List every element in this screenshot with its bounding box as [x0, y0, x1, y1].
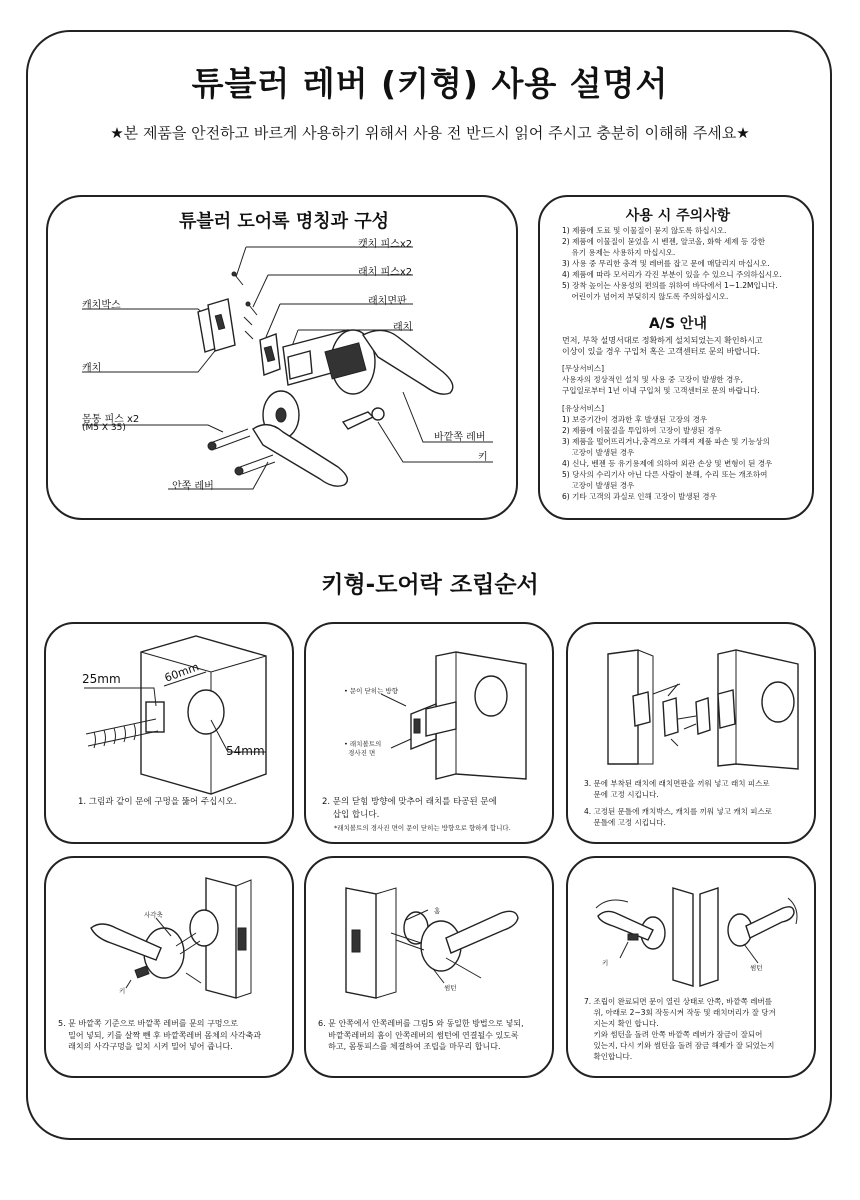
caution-title: 사용 시 주의사항 — [625, 208, 731, 224]
step1-drill-diagram — [46, 624, 296, 846]
step3-panel — [566, 622, 816, 844]
caution-panel — [538, 195, 814, 520]
caution-item: 5) 장착 높이는 사용성의 편의를 위하여 바닥에서 1~1.2M입니다. — [562, 281, 778, 290]
caution-item: 1) 제품에 도료 및 이물질이 묻지 않도록 하십시오. — [562, 226, 727, 235]
step1-dim-25: 25mm — [82, 672, 121, 686]
step7-text: 7. 조립이 완료되면 문이 열린 상태로 안쪽, 바깥쪽 레버를 위, 아래로 2~3회 작동시켜 작동 및 래치머리가 잘 당겨 지는지 확인 합니다. 키와 썸턴을 돌려 안쪽 바깥쪽 레버가 잠금이 잘되어 있는지, 다시 키와 썸턴을 돌려 잠금 해제가 잘 되었는지 확인합니다. — [584, 997, 776, 1061]
step2-text: 2. 문의 닫힘 방향에 맞추어 래치를 타공된 문에 삽입 합니다. — [322, 797, 497, 820]
step5-text: 5. 문 바깥쪽 기준으로 바깥쪽 레버를 문의 구멍으로 밀어 넣되, 키를 살짝 뺀 후 바깥쪽레버 몸체의 사각축과 래치의 사각구멍을 일치 시켜 밀어 넣어 줍니다. — [58, 1019, 262, 1051]
label-latch: 래치 — [393, 322, 413, 333]
step6-label-hole: 홈 — [434, 907, 441, 915]
step6-text: 6. 문 안쪽에서 안쪽레버를 그림5 와 동일한 방법으로 넣되, 바깥쪽레버의 홈이 안쪽레버의 썸턴에 연결될수 있도록 하고, 몸통피스를 체결하여 조립을 마무리 합니다. — [318, 1019, 524, 1051]
step2-note: *래치볼트의 경사진 면이 문이 닫히는 방향으로 향하게 합니다. — [334, 824, 511, 832]
caution-item: 어린이가 넘어져 부딪히지 않도록 주의하십시오. — [562, 292, 729, 301]
step1-panel — [44, 622, 294, 844]
as-title: A/S 안내 — [649, 316, 707, 332]
parts-panel — [46, 195, 518, 520]
caution-item: 2) 제품에 이물질이 묻었을 시 벤젠, 알코올, 화학 세제 등 강한 — [562, 237, 765, 246]
label-inner-lever: 안쪽 레버 — [172, 481, 214, 492]
step7-panel — [566, 856, 816, 1078]
page-subtitle: ★본 제품을 안전하고 바르게 사용하기 위해서 사용 전 반드시 읽어 주시고 충분히 이해해 주세요★ — [110, 124, 750, 142]
as-free: [무상서비스] 사용자의 정상적인 설치 및 사용 중 고장이 발생한 경우, 구입일로부터 1년 이내 구입처 및 고객센터로 문의 바랍니다. — [562, 363, 812, 396]
step1-dim-60: 60mm — [162, 660, 201, 685]
label-catch-box: 캐치박스 — [82, 300, 121, 311]
label-key: 키 — [478, 452, 488, 463]
as-intro: 먼저, 부착 설명서대로 정확하게 설치되었는지 확인하시고 이상이 있을 경우 구입처 혹은 고객센터로 문의 바랍니다. — [562, 336, 763, 356]
label-body-screw-size: (M5 X 35) — [82, 423, 126, 433]
parts-exploded-diagram — [48, 197, 520, 522]
page-title: 튜블러 레버 (키형) 사용 설명서 — [191, 64, 669, 103]
parts-title: 튜블러 도어록 명칭과 구성 — [178, 211, 390, 232]
step1-text: 1. 그림과 같이 문에 구멍을 뚫어 주십시오. — [78, 797, 237, 807]
label-latch-screw: 래치 피스x2 — [358, 267, 413, 278]
step6-label-thumb: 썸턴 — [444, 984, 457, 992]
step2-panel — [304, 622, 554, 844]
step2-label-slant: • 래치볼트의 경사진 면 — [344, 740, 382, 757]
caution-item: 4) 제품에 따라 모서리가 각진 부분이 있을 수 있으니 주의하십시오. — [562, 270, 782, 279]
step5-label-key: 키 — [119, 987, 126, 995]
caution-item: 3) 사용 중 무리한 충격 및 레버를 잡고 문에 매달리지 마십시오. — [562, 259, 770, 268]
caution-item: 유기 용제는 사용하지 마십시오. — [562, 248, 676, 257]
caution-list — [562, 225, 812, 302]
label-catch: 캐치 — [82, 363, 102, 374]
step3-text: 3. 문에 부착된 래치에 래치면판을 끼워 넣고 래치 피스로 문에 고정 시킵니다. 4. 고정된 문틀에 캐치박스, 캐치를 끼워 넣고 캐치 피스로 문틀에 고정 시킵니다. — [584, 779, 773, 827]
step7-label-key: 키 — [602, 959, 609, 967]
step5-label-square: 사각축 — [144, 911, 163, 919]
as-free-title: [무상서비스] — [562, 364, 605, 373]
label-catch-screw: 캣치 피스x2 — [358, 239, 413, 250]
as-paid: [유상서비스] 1) 보증기간이 경과한 후 발생된 고장의 경우 2) 제품에 이물질을 투입하여 고장이 발생된 경우 3) 제품을 떨어뜨리거나,충격으로 가해져 제품 파손 및 기능상의 고장이 발생된 경우 4) 신나, 벤젠 등 유기용제에 의하여 외관 손상 및 변형이 된 경우 5) 당사의 수리기사 아닌 다른 사람이 분해, 수리 또는 개조하여 고장이 발생된 경우 6) 기타 고객의 과실로 인해 고장이 발생된 경우 — [562, 403, 812, 502]
step1-dim-54: 54mm — [226, 744, 265, 758]
label-body-screw: 몸통 피스 x2 — [82, 414, 140, 425]
assembly-title: 키형-도어락 조립순서 — [321, 572, 539, 598]
step2-label-close: • 문이 닫히는 방향 — [344, 687, 398, 695]
step6-panel — [304, 856, 554, 1078]
as-paid-title: [유상서비스] — [562, 404, 605, 413]
step7-label-thumb: 썸턴 — [750, 964, 763, 972]
label-outer-lever: 바깥쪽 레버 — [434, 432, 486, 443]
step5-panel — [44, 856, 294, 1078]
label-latch-plate: 래치면판 — [368, 296, 407, 307]
